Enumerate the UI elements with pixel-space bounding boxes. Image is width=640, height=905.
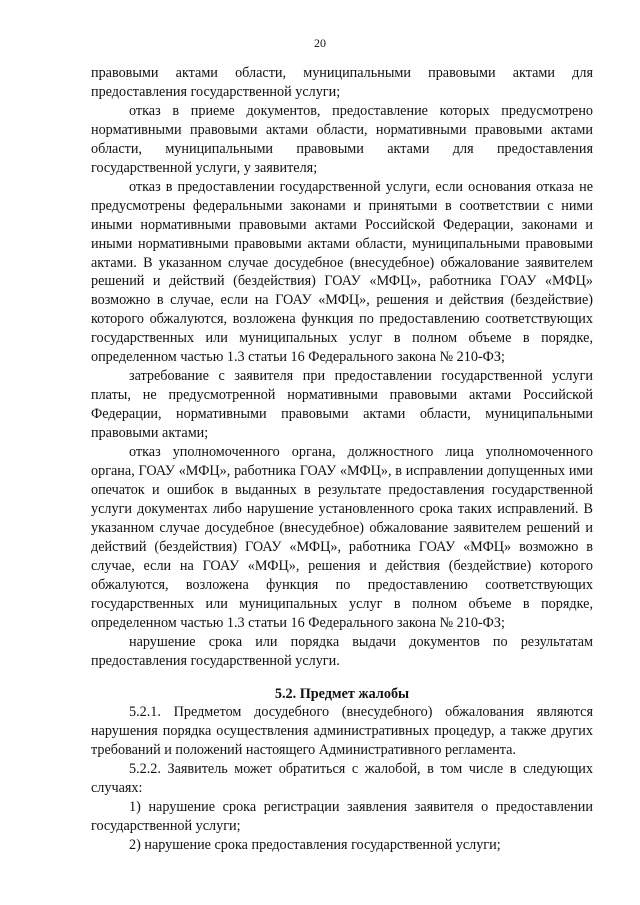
paragraph-refusal-service: отказ в предоставлении государственной услуги, если основания отказа не предусмотрены федеральными законами и принятыми в соответствии с ними иными нормативными правовыми актами Российской Федерации, законами и иными нормативными правовыми актами области, муниципальными правовыми актами. В указанном случае досудебное (внесудебное) обжалование заявителем решений и действий (бездействия) ГОАУ «МФЦ», работника ГОАУ «МФЦ» возможно в случае, если на ГОАУ «МФЦ», решения и действия (бездействие) которого обжалуются, возложена функция по предоставлению соответствующих государственных или муниципальных услуг в полном объеме в порядке, определенном частью 1.3 статьи 16 Федерального закона № 210-ФЗ; <box>91 178 593 366</box>
paragraph-continuation: правовыми актами области, муниципальными правовыми актами для предоставления государственной услуги; <box>91 65 593 100</box>
paragraph-delivery-violation: нарушение срока или порядка выдачи документов по результатам предоставления государственной услуги. <box>91 633 593 669</box>
paragraph-refusal-corrections: отказ уполномоченного органа, должностного лица уполномоченного органа, ГОАУ «МФЦ», работника ГОАУ «МФЦ», в исправлении допущенных ими опечаток и ошибок в выданных в результате предоставления государственной услуги документах либо нарушение установленного срока таких исправлений. В указанном случае досудебное (внесудебное) обжалование заявителем решений и действий (бездействия) ГОАУ «МФЦ», работника ГОАУ «МФЦ» возможно в случае, если на ГОАУ «МФЦ», решения и действия (бездействие) которого обжалуются, возложена функция по предоставлению соответствующих государственных или муниципальных услуг в полном объеме в порядке, определенном частью 1.3 статьи 16 Федерального закона № 210-ФЗ; <box>91 444 593 631</box>
paragraph-refusal-documents: отказ в приеме документов, предоставление которых предусмотрено нормативными правовыми актами области, нормативными правовыми актами области, муниципальными правовыми актами для предоставления государственной услуги, у заявителя; <box>91 102 593 176</box>
list-item-1: 1) нарушение срока регистрации заявления заявителя о предоставлении государственной услуги; <box>91 799 593 835</box>
section-heading: 5.2. Предмет жалобы <box>274 685 410 702</box>
document-body <box>91 64 593 855</box>
page-number: 20 <box>314 36 326 50</box>
paragraph-5-2-1: 5.2.1. Предметом досудебного (внесудебного) обжалования являются нарушения порядка осуществления административных процедур, а также других требований и положений настоящего Административного регламента. <box>91 704 593 759</box>
paragraph-5-2-2: 5.2.2. Заявитель может обратиться с жалобой, в том числе в следующих случаях: <box>91 761 593 797</box>
list-item-2: 2) нарушение срока предоставления государственной услуги; <box>129 837 501 854</box>
paragraph-fee-demand: затребование с заявителя при предоставлении государственной услуги платы, не предусмотренной нормативными правовыми актами Российской Федерации, нормативными правовыми актами области, муниципальными правовыми актами; <box>91 368 593 442</box>
